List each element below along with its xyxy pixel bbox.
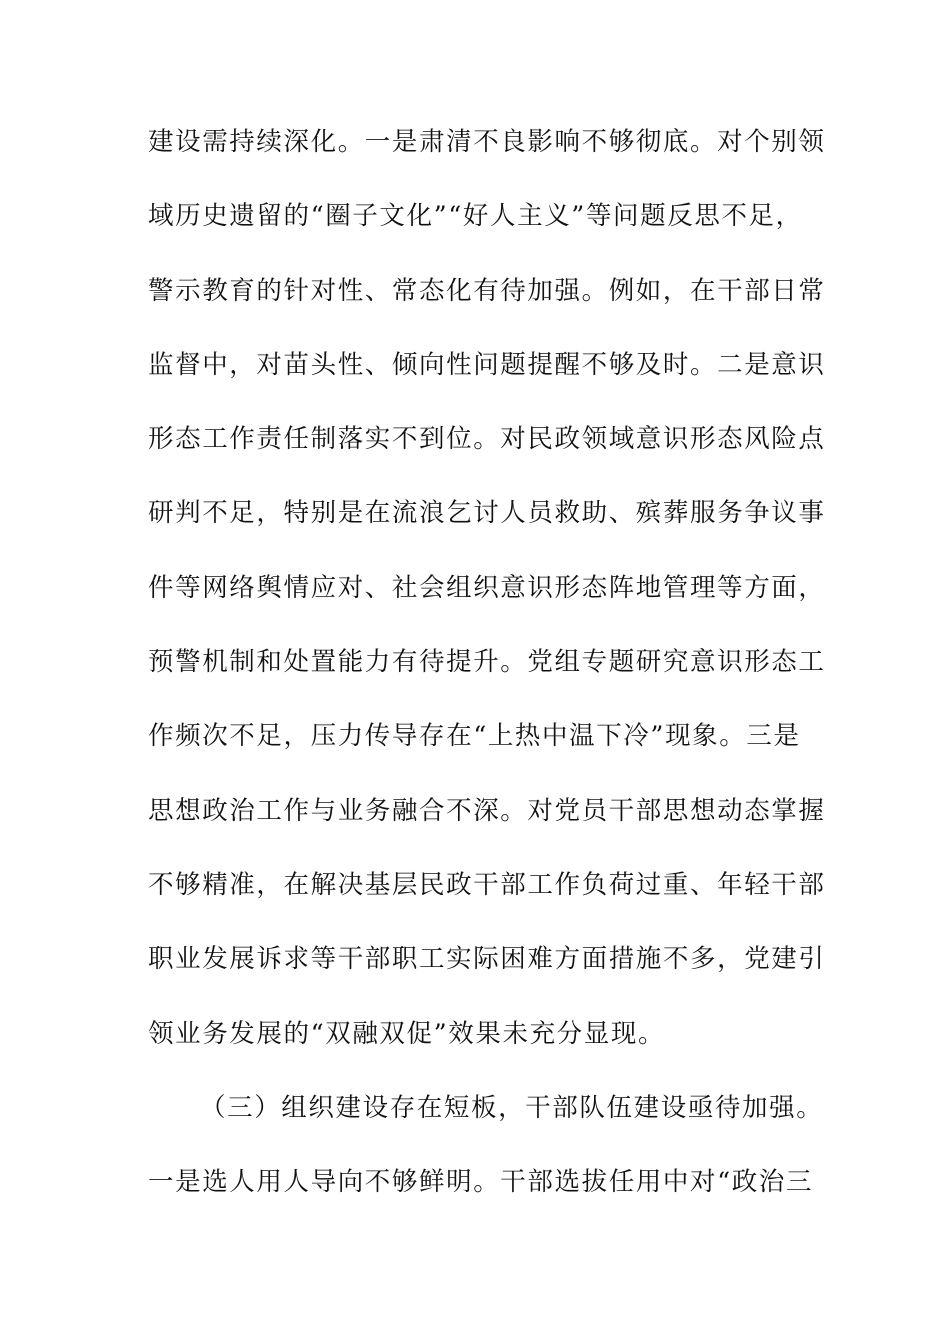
text-line: 警示教育的针对性、常态化有待加强。例如，在干部日常 <box>148 275 826 306</box>
text-line: 思想政治工作与业务融合不深。对党员干部思想动态掌握 <box>148 795 826 826</box>
text-line: 监督中，对苗头性、倾向性问题提醒不够及时。二是意识 <box>148 349 826 380</box>
text-line: 作频次不足，压力传导存在“上热中温下冷”现象。三是 <box>148 721 801 752</box>
text-line: 不够精准，在解决基层民政干部工作负荷过重、年轻干部 <box>148 869 826 900</box>
text-line: 建设需持续深化。一是肃清不良影响不够彻底。对个别领 <box>148 127 826 157</box>
section-heading: （三）组织建设存在短板，干部队伍建设亟待加强。 <box>200 1092 824 1123</box>
text-line: 域历史遗留的“圈子文化”“好人主义”等问题反思不足， <box>148 201 803 232</box>
text-line: 领业务发展的“双融双促”效果未充分显现。 <box>148 1018 666 1049</box>
text-line: 件等网络舆情应对、社会组织意识形态阵地管理等方面， <box>148 572 826 603</box>
text-line: 形态工作责任制落实不到位。对民政领域意识形态风险点 <box>148 424 826 455</box>
text-line: 预警机制和处置能力有待提升。党组专题研究意识形态工 <box>148 647 826 678</box>
text-line: 一是选人用人导向不够鲜明。干部选拔任用中对“政治三 <box>148 1167 814 1198</box>
text-line: 研判不足，特别是在流浪乞讨人员救助、殡葬服务争议事 <box>148 498 826 529</box>
text-line: 职业发展诉求等干部职工实际困难方面措施不多，党建引 <box>148 944 826 975</box>
body-text <box>148 115 826 1229</box>
